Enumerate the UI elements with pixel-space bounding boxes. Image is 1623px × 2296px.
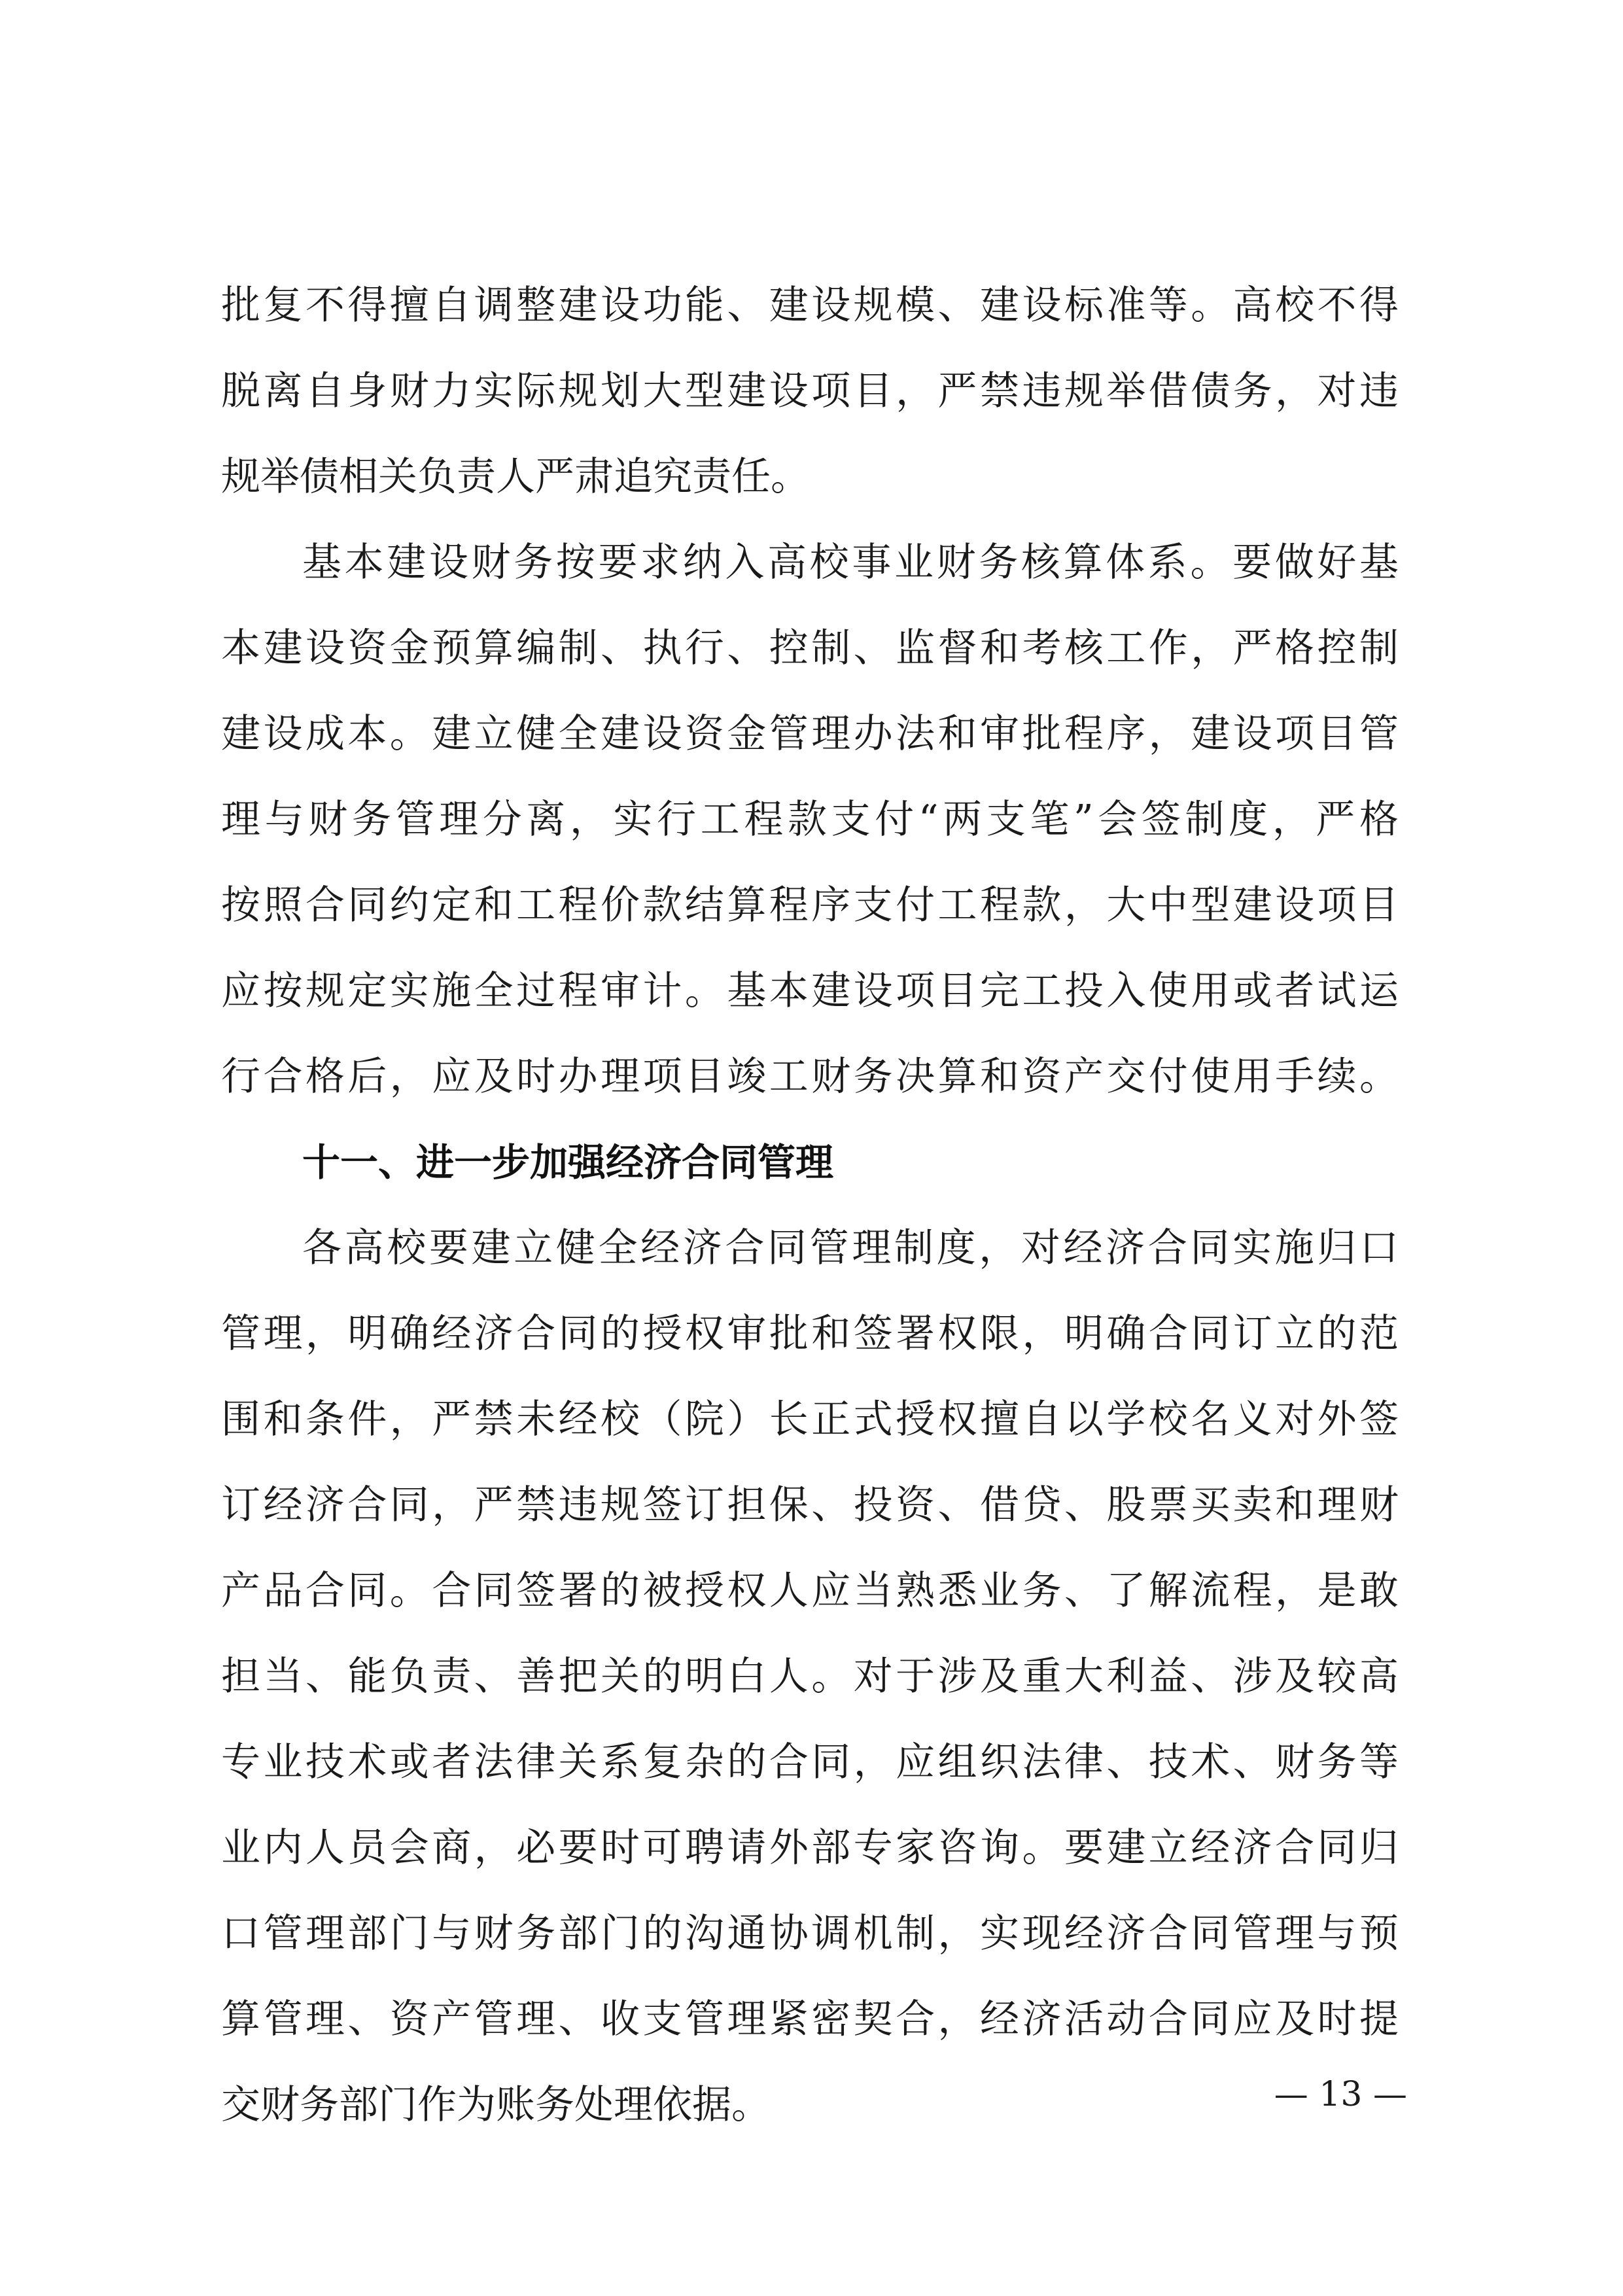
paragraph-line: 各高校要建立健全经济合同管理制度，对经济合同实施归口 xyxy=(302,1225,1399,1271)
paragraph-line: 应按规定实施全过程审计。基本建设项目完工投入使用或者试运 xyxy=(221,968,1399,1014)
paragraph-line: 脱离自身财力实际规划大型建设项目，严禁违规举借债务，对违 xyxy=(221,368,1399,414)
paragraph-line: 围和条件，严禁未经校（院）长正式授权擅自以学校名义对外签 xyxy=(221,1397,1399,1442)
document-body xyxy=(221,263,1399,2148)
paragraph-line: 基本建设财务按要求纳入高校事业财务核算体系。要做好基 xyxy=(302,540,1399,585)
paragraph-line: 行合格后，应及时办理项目竣工财务决算和资产交付使用手续。 xyxy=(221,1054,1399,1100)
page-number: — 13 — xyxy=(1274,2075,1407,2114)
paragraph-line: 算管理、资产管理、收支管理紧密契合，经济活动合同应及时提 xyxy=(221,1996,1399,2042)
paragraph-line: 按照合同约定和工程价款结算程序支付工程款，大中型建设项目 xyxy=(221,882,1399,928)
paragraph-line: 规举债相关负责人严肃追究责任。 xyxy=(221,454,810,500)
paragraph-line: 理与财务管理分离，实行工程款支付“两支笔”会签制度，严格 xyxy=(221,797,1399,843)
paragraph-line: 管理，明确经济合同的授权审批和签署权限，明确合同订立的范 xyxy=(221,1311,1399,1357)
paragraph-line: 批复不得擅自调整建设功能、建设规模、建设标准等。高校不得 xyxy=(221,283,1399,328)
paragraph-line: 订经济合同，严禁违规签订担保、投资、借贷、股票买卖和理财 xyxy=(221,1482,1399,1528)
section-heading: 十一、进一步加强经济合同管理 xyxy=(302,1140,834,1185)
paragraph-line: 交财务部门作为账务处理依据。 xyxy=(221,2082,771,2128)
paragraph-line: 产品合同。合同签署的被授权人应当熟悉业务、了解流程，是敢 xyxy=(221,1568,1399,1614)
paragraph-line: 担当、能负责、善把关的明白人。对于涉及重大利益、涉及较高 xyxy=(221,1654,1399,1699)
paragraph-line: 专业技术或者法律关系复杂的合同，应组织法律、技术、财务等 xyxy=(221,1739,1399,1785)
paragraph-line: 建设成本。建立健全建设资金管理办法和审批程序，建设项目管 xyxy=(221,711,1399,757)
paragraph-line: 本建设资金预算编制、执行、控制、监督和考核工作，严格控制 xyxy=(221,625,1399,671)
paragraph-line: 业内人员会商，必要时可聘请外部专家咨询。要建立经济合同归 xyxy=(221,1825,1399,1871)
paragraph-line: 口管理部门与财务部门的沟通协调机制，实现经济合同管理与预 xyxy=(221,1911,1399,1957)
